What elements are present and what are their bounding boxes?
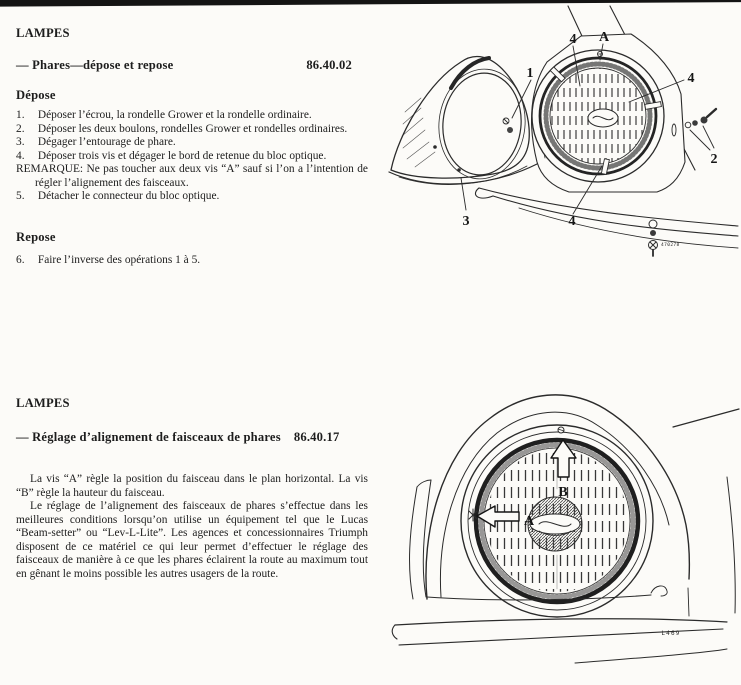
note-item [16,163,368,190]
step-number: 3. [16,136,25,148]
step-item [16,109,368,123]
callout-3: 3 [462,214,470,229]
alignment-view-drawing [389,383,741,685]
note-text: Ne pas toucher aux deux vis “A” sauf si l’on a l’intention de régler l’alignement des faisceaux. [35,163,368,189]
callout-4-right: 4 [687,71,695,86]
step-text: Déposer l’écrou, la rondelle Grower et la rondelle ordinaire. [37,109,312,121]
exploded-view-drawing [369,2,741,270]
step-text: Faire l’inverse des opérations 1 à 5. [37,253,201,266]
operation-title-row [16,428,368,446]
step-item [16,190,368,204]
alignment-paragraph-1: La vis “A” règle la position du faisceau dans le plan horizontal. La vis “B” règle la hauteur du faisceau. [16,473,368,499]
operation-title-row [16,58,352,73]
step-number: 2. [16,122,25,135]
step-list [16,109,368,204]
note-label: REMARQUE: [16,163,84,175]
step-item [16,254,368,268]
callout-A: A [598,30,610,45]
step-item [16,150,368,164]
step-number: 1. [16,109,25,121]
operation-code: 86.40.02 [306,58,352,72]
operation-code: 86.40.17 [293,430,340,444]
callout-2: 2 [710,152,718,167]
step-text: Dégager l’entourage de phare. [37,136,176,148]
step-number: 5. [16,190,25,202]
alignment-paragraph-2: Le réglage de l’alignement des faisceaux de phares s’effectue dans les meilleures conditions lorsqu’on utilise un équipement tel que le Lucas “Beam-setter” ou “Lev-L-Lite”. Les agences et concessionnaires Triumph disposent de ce matériel ce qui leur permet d’effectuer le réglage des faisceaux de manière à ce que les phares éclairent la route au maximum tout en gênant le moins possible les autres usagers de la route. [16,500,368,580]
callout-B: B [558,485,568,500]
callout-1: 1 [526,66,534,81]
section-heading: LAMPES [16,26,70,40]
step-number: 6. [16,253,25,266]
step-text: Déposer trois vis et dégager le bord de retenue du bloc optique. [37,149,327,162]
figure-beam-alignment [389,383,741,685]
operation-title: — Phares—dépose et repose [16,58,174,72]
section-alignment [16,396,368,581]
step-number: 4. [16,149,25,162]
section-removal [16,26,368,267]
figure-reference-number: L469 [661,630,681,637]
step-item [16,136,368,150]
callout-A: A [524,514,535,529]
figure-headlamp-exploded [369,2,741,275]
step-text: Détacher le connecteur du bloc optique. [37,190,220,202]
section-heading: LAMPES [16,396,70,410]
bolt-and-washers [685,109,716,128]
operation-title: — Réglage d’alignement de faisceaux de phares [16,430,281,444]
headlamp-surround [389,57,537,185]
repose-subheading: Repose [16,229,56,244]
step-item [16,123,368,137]
callout-4-bottom: 4 [568,214,576,229]
figure-reference-number: 470278 [661,243,680,248]
headlamp-unit [532,50,664,182]
depose-subheading: Dépose [16,88,56,102]
step-text: Déposer les deux boulons, rondelles Grower et rondelles ordinaires. [37,122,348,135]
callout-4-top: 4 [569,32,577,47]
